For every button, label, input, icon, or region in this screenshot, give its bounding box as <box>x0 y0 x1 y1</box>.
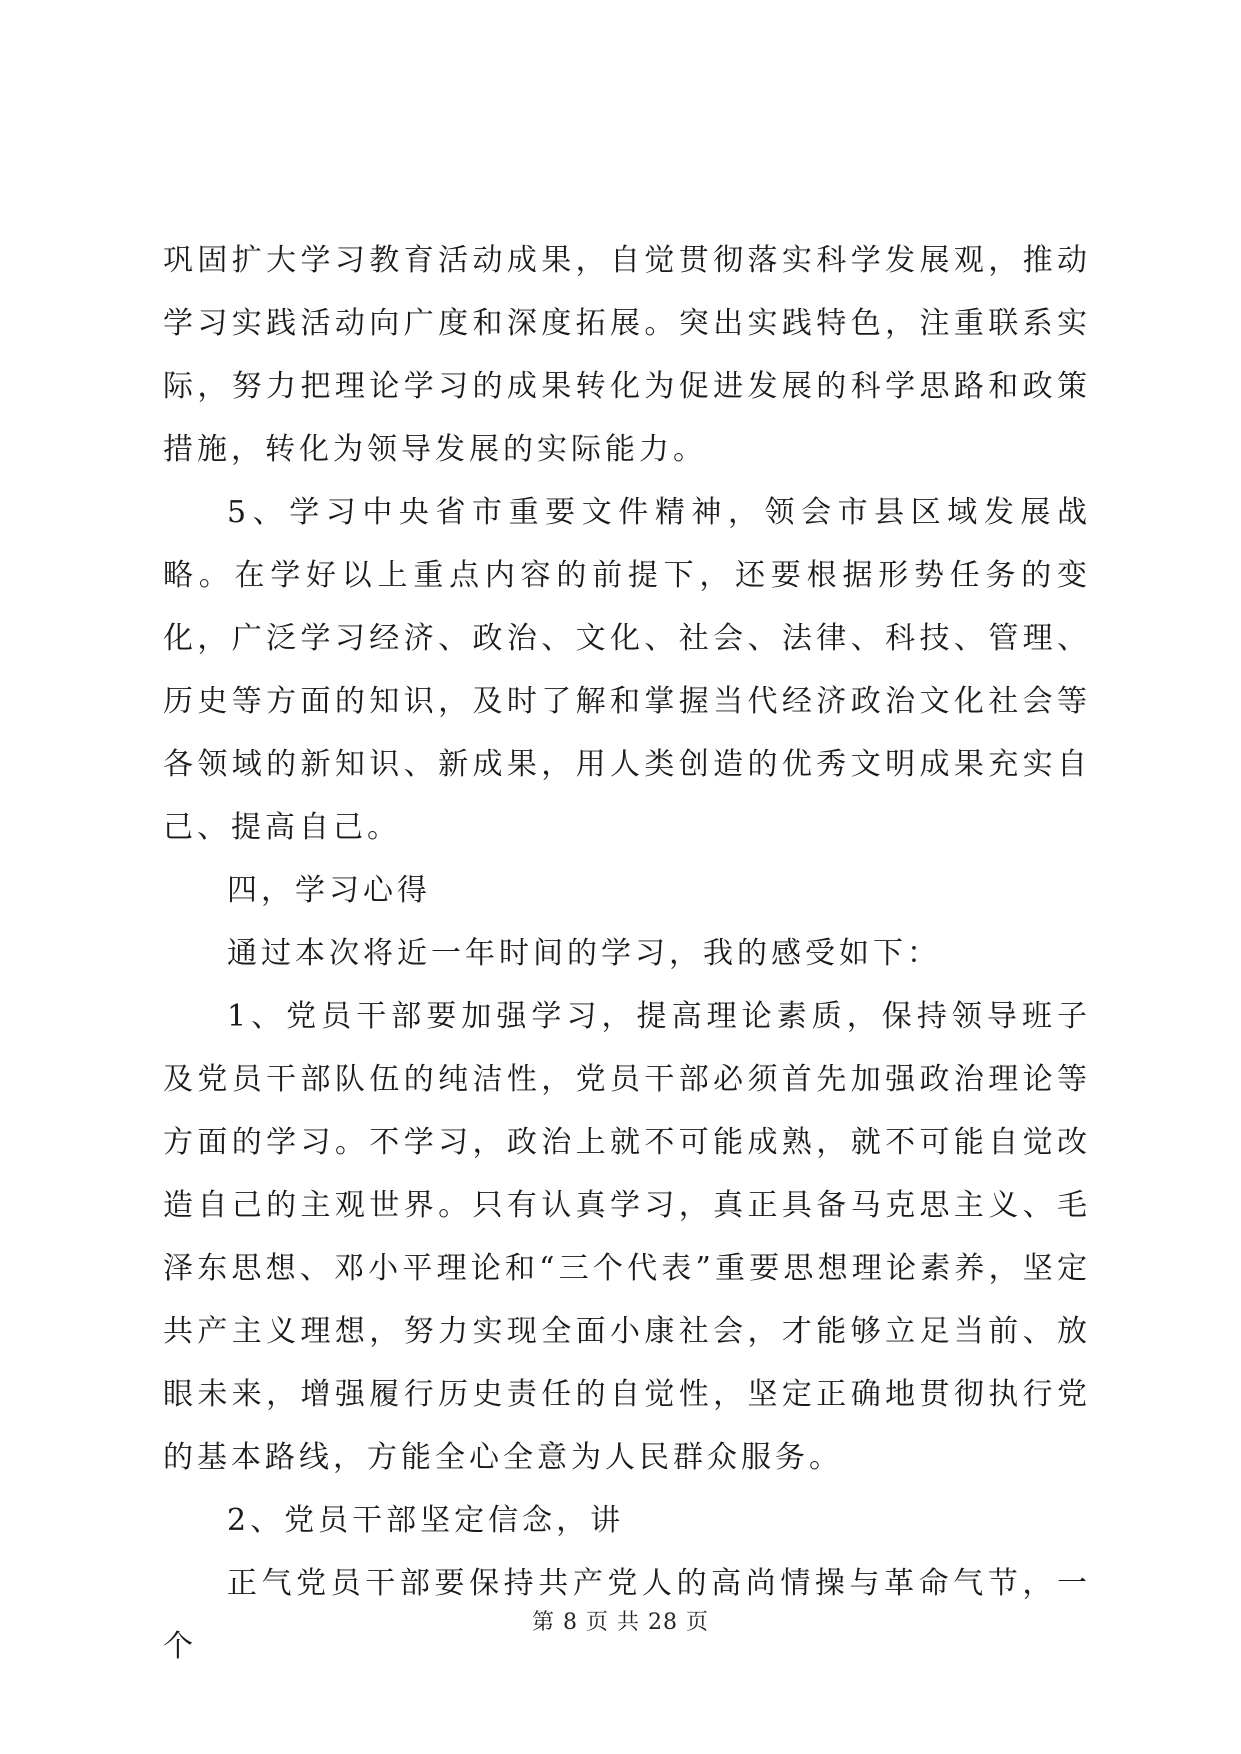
paragraph-3: 通过本次将近一年时间的学习，我的感受如下： <box>227 936 941 971</box>
section-heading: 四，学习心得 <box>227 873 431 908</box>
paragraph-6: 正气党员干部要保持共产党人的高尚情操与革命气节，一个 <box>163 1566 1091 1664</box>
page-number-footer: 第 8 页 共 28 页 <box>532 1610 709 1635</box>
paragraph-1: 巩固扩大学习教育活动成果，自觉贯彻落实科学发展观，推动学习实践活动向广度和深度拓展。突出实践特色，注重联系实际，努力把理论学习的成果转化为促进发展的科学思路和政策措施，转化为领导发展的实际能力。 <box>163 243 1091 467</box>
paragraph-5: 2、党员干部坚定信念，讲 <box>227 1503 625 1538</box>
paragraph-4: 1、党员干部要加强学习，提高理论素质，保持领导班子及党员干部队伍的纯洁性，党员干部必须首先加强政治理论等方面的学习。不学习，政治上就不可能成熟，就不可能自觉改造自己的主观世界。只有认真学习，真正具备马克思主义、毛泽东思想、邓小平理论和“三个代表”重要思想理论素养，坚定共产主义理想，努力实现全面小康社会，才能够立足当前、放眼未来，增强履行历史责任的自觉性，坚定正确地贯彻执行党的基本路线，方能全心全意为人民群众服务。 <box>163 999 1091 1475</box>
document-body <box>163 229 1091 1678</box>
paragraph-2: 5、学习中央省市重要文件精神，领会市县区域发展战略。在学好以上重点内容的前提下，还要根据形势任务的变化，广泛学习经济、政治、文化、社会、法律、科技、管理、历史等方面的知识，及时了解和掌握当代经济政治文化社会等各领域的新知识、新成果，用人类创造的优秀文明成果充实自己、提高自己。 <box>163 495 1091 845</box>
